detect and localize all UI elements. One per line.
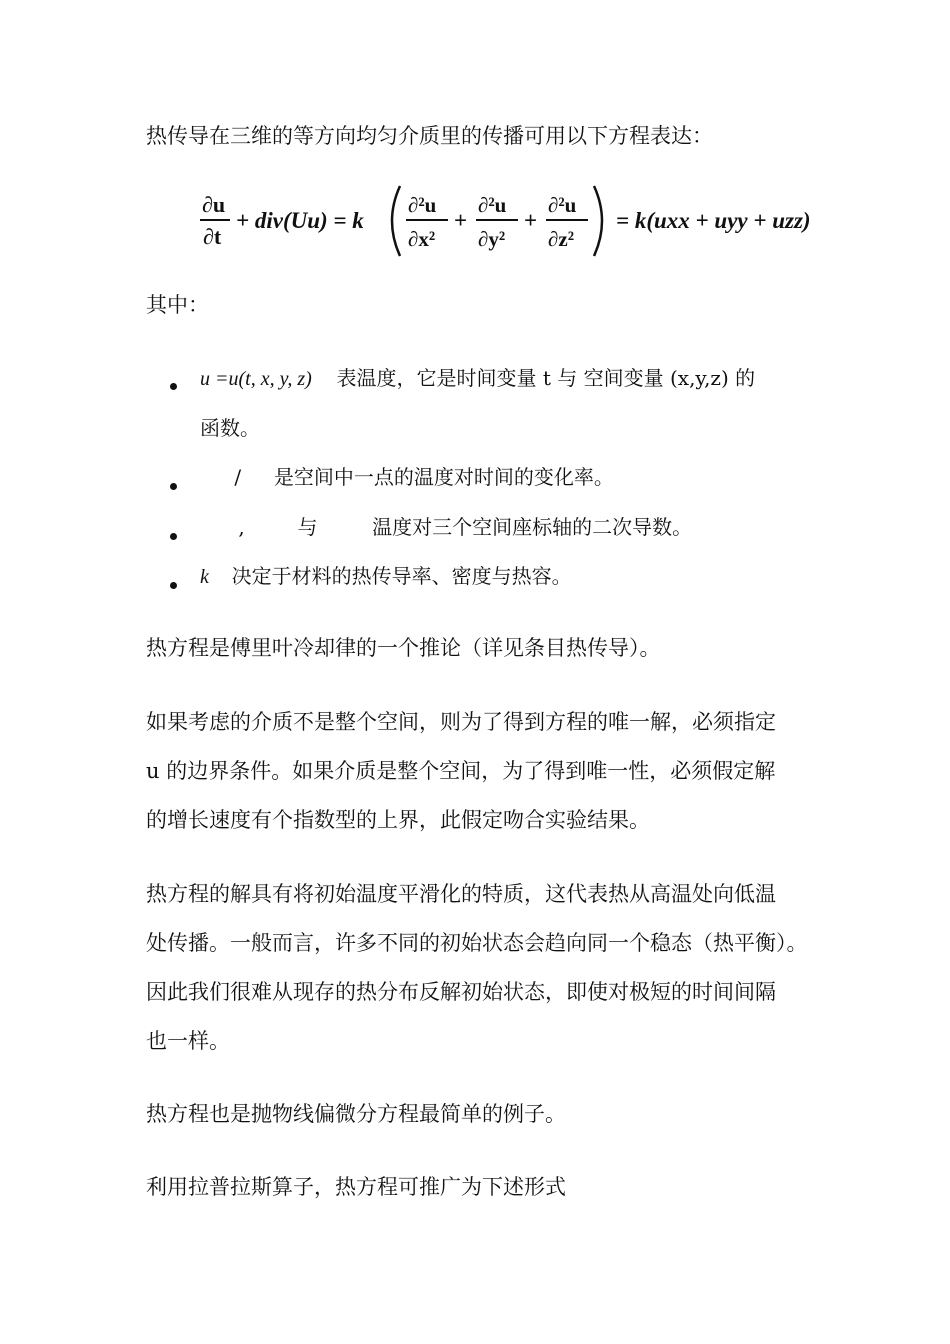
- eq-f3-numerator: ∂²u: [548, 193, 577, 217]
- paragraph-smooth-line: 处传播。一般而言，许多不同的初始状态会趋向同一个稳态（热平衡）。: [146, 931, 808, 955]
- paragraph-laplace: 利用拉普拉斯算子，热方程可推广为下述形式: [146, 1175, 566, 1199]
- eq-f3-denominator: ∂z²: [548, 227, 574, 251]
- list-item: [200, 513, 692, 541]
- item4-math: k: [200, 566, 209, 588]
- eq-div-term: + div(Uu) = k: [236, 208, 364, 233]
- item3-text: 温度对三个空间座标轴的二次导数。: [372, 515, 693, 539]
- eq-lhs-numerator: ∂u: [202, 192, 226, 217]
- bullet-dot: [170, 533, 177, 540]
- item2-slash: /: [234, 465, 242, 489]
- list-item: [200, 364, 755, 393]
- intro-paragraph: 热传导在三维的等方向均匀介质里的传播可用以下方程表达：: [146, 124, 713, 148]
- item3-and: 与: [297, 515, 318, 539]
- list-item: [200, 562, 572, 591]
- eq-f2-numerator: ∂²u: [478, 193, 507, 217]
- eq-f1-denominator: ∂x²: [408, 227, 436, 251]
- bullet-dot: [170, 582, 177, 589]
- paragraph-parabolic: 热方程也是抛物线偏微分方程最简单的例子。: [146, 1102, 566, 1126]
- bullet-dot: [170, 483, 177, 490]
- paragraph-smooth-line: 热方程的解具有将初始温度平滑化的特质，这代表热从高温处向低温: [146, 882, 776, 906]
- paragraph-smooth-line: 也一样。: [146, 1029, 230, 1053]
- eq-lhs-denominator: ∂t: [203, 224, 222, 249]
- paragraph-fourier: 热方程是傅里叶冷却律的一个推论（详见条目热传导）。: [146, 636, 661, 660]
- paragraph-boundary-line: 的增长速度有个指数型的上界，此假定吻合实验结果。: [146, 808, 650, 832]
- item1-math: u =u(t, x, y, z): [200, 368, 312, 390]
- item3-comma: ,: [238, 515, 245, 539]
- eq-plus: +: [524, 208, 538, 233]
- eq-plus: +: [454, 208, 468, 233]
- eq-left-paren: [392, 186, 400, 256]
- item4-text: 决定于材料的热传导率、密度与热容。: [231, 564, 572, 588]
- eq-right-paren: [594, 186, 602, 256]
- heat-equation: [196, 178, 836, 264]
- item2-text: 是空间中一点的温度对时间的变化率。: [273, 465, 614, 489]
- paragraph-smooth-line: 因此我们很难从现存的热分布反解初始状态，即使对极短的时间间隔: [146, 980, 776, 1004]
- paragraph-boundary-line: 如果考虑的介质不是整个空间，则为了得到方程的唯一解，必须指定: [146, 710, 776, 734]
- item1-text: 表温度，它是时间变量 t 与 空间变量 (x,y,z) 的: [336, 366, 756, 390]
- eq-f1-numerator: ∂²u: [408, 193, 437, 217]
- list-item: [200, 463, 614, 491]
- where-label: 其中：: [146, 293, 209, 317]
- bullet-dot: [170, 383, 177, 390]
- item1-continuation: 函数。: [200, 416, 260, 440]
- eq-f2-denominator: ∂y²: [478, 227, 506, 251]
- paragraph-boundary-line: u 的边界条件。如果介质是整个空间，为了得到唯一性，必须假定解: [146, 759, 776, 783]
- eq-rhs: = k(uxx + uyy + uzz): [616, 208, 811, 233]
